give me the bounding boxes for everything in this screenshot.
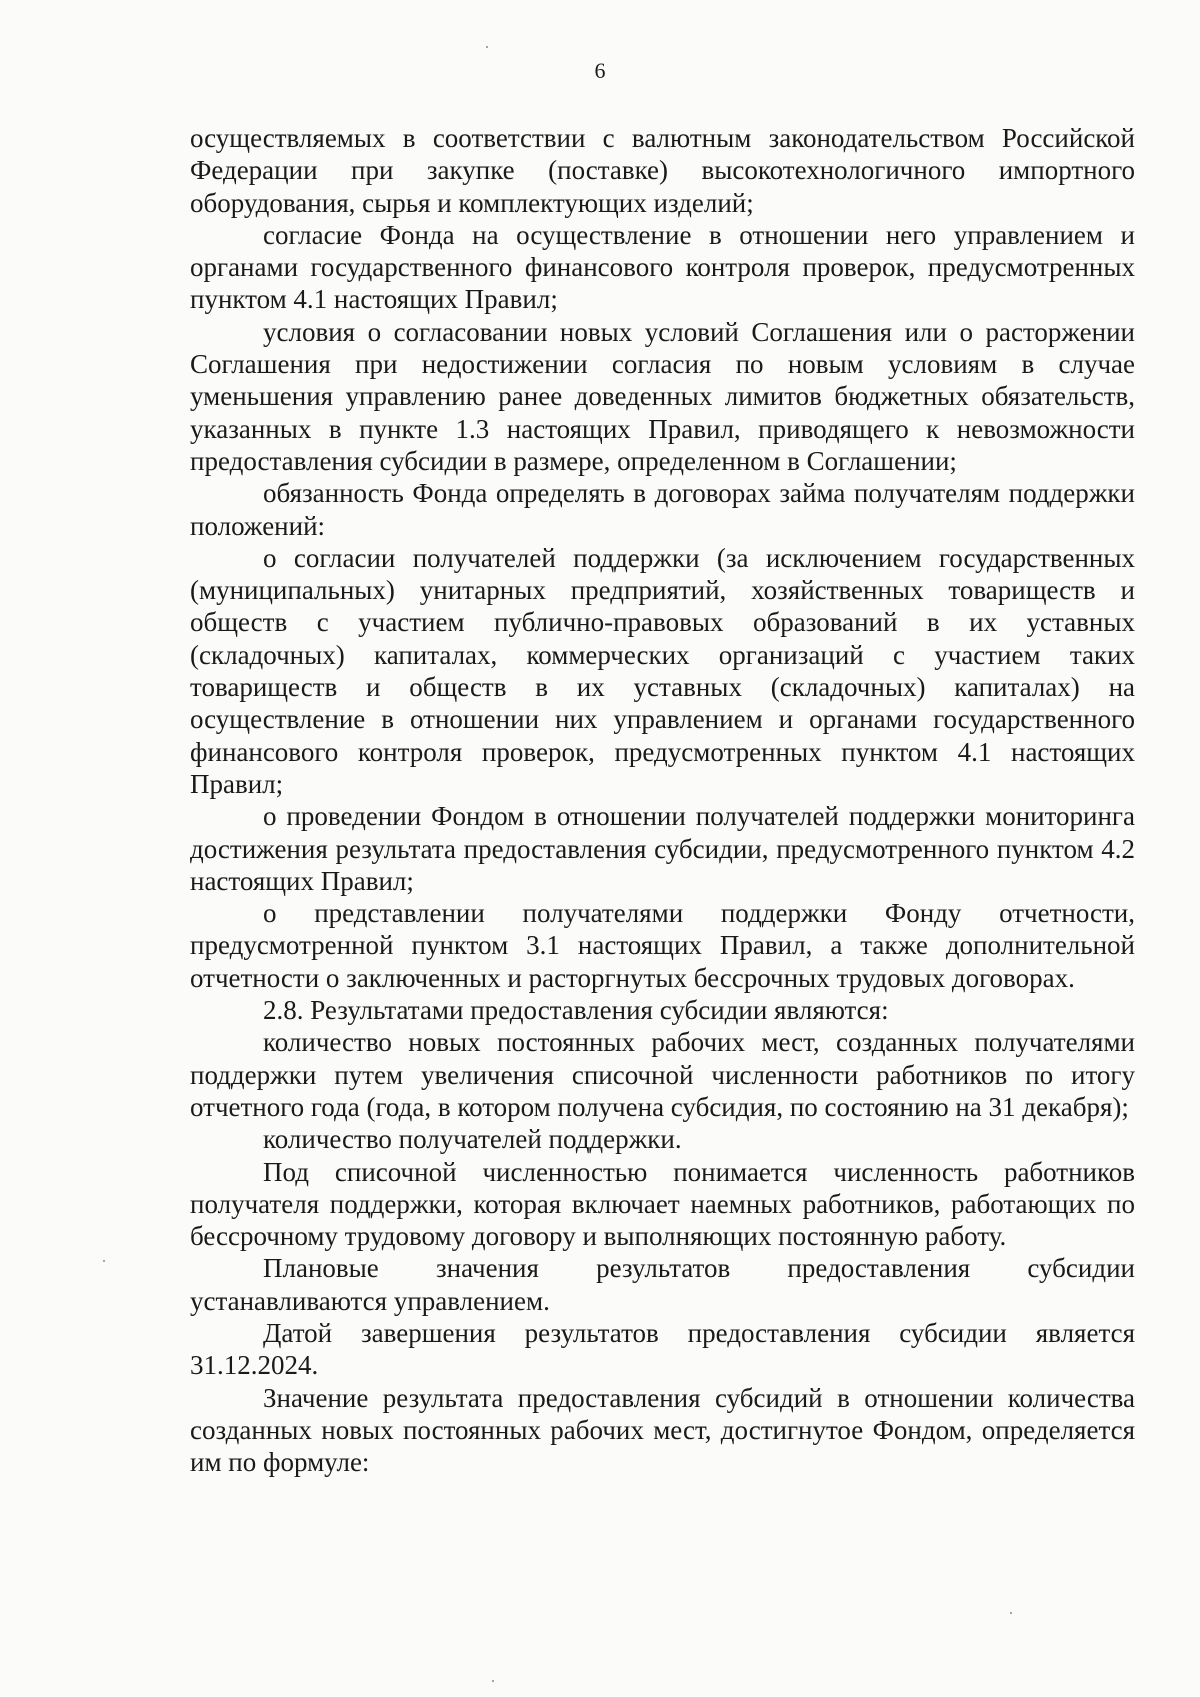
scan-speck — [103, 1260, 105, 1262]
scan-speck — [486, 46, 488, 48]
paragraph-reporting: о представлении получателями поддержки Фонду отчетности, предусмотренной пунктом 3.1 настоящих Правил, а также дополнительной отчетности о заключенных и расторгнутых бессрочных трудовых договорах. — [190, 898, 1135, 993]
scan-speck — [1010, 1612, 1012, 1614]
scan-speck — [492, 1680, 494, 1682]
paragraph-planned-values: Плановые значения результатов предоставления субсидии устанавливаются управлением. — [190, 1253, 1135, 1316]
paragraph-new-jobs: количество новых постоянных рабочих мест, созданных получателями поддержки путем увеличения списочной численности работников по итогу отчетного года (года, в котором получена субсидия, по состоянию на 31 декабря); — [190, 1027, 1135, 1122]
paragraph-headcount-definition: Под списочной численностью понимается численность работников получателя поддержки, которая включает наемных работников, работающих по бессрочному трудовому договору и выполняющих постоянную работу. — [190, 1156, 1135, 1252]
paragraph-section-2-8: 2.8. Результатами предоставления субсидии являются: — [263, 995, 889, 1026]
paragraph-monitoring: о проведении Фондом в отношении получателей поддержки мониторинга достижения результата предоставления субсидии, предусмотренного пунктом 4.2 настоящих Правил; — [190, 801, 1135, 896]
paragraph-recipients-consent: о согласии получателей поддержки (за исключением государственных (муниципальных) унитарных предприятий, хозяйственных товариществ и обществ с участием публично-правовых образований в их уставных (складочных) капиталах, коммерческих организаций с участием таких товариществ и обществ в их уставных (складочных) капиталах) на осуществление в отношении них управлением и органами государственного финансового контроля проверок, предусмотренных пунктом 4.1 настоящих Правил; — [190, 542, 1135, 799]
document-body — [190, 122, 1135, 1478]
paragraph-continuation: осуществляемых в соответствии с валютным законодательством Российской Федерации при закупке (поставке) высокотехнологичного импортного оборудования, сырья и комплектующих изделий; — [190, 123, 1135, 218]
paragraph-completion-date: Датой завершения результатов предоставления субсидии является 31.12.2024. — [190, 1317, 1135, 1381]
paragraph-agreement-terms: условия о согласовании новых условий Соглашения или о расторжении Соглашения при недостижении согласия по новым условиям в случае уменьшения управлению ранее доведенных лимитов бюджетных обязательств, указанных в пункте 1.3 настоящих Правил, приводящего к невозможности предоставления субсидии в размере, определенном в Соглашении; — [190, 316, 1135, 476]
paragraph-fund-consent: согласие Фонда на осуществление в отношении него управлением и органами государственного финансового контроля проверок, предусмотренных пунктом 4.1 настоящих Правил; — [190, 219, 1135, 315]
paragraph-recipients-count: количество получателей поддержки. — [263, 1124, 682, 1155]
paragraph-fund-obligation: обязанность Фонда определять в договорах займа получателям поддержки положений: — [190, 478, 1135, 541]
paragraph-formula-intro: Значение результата предоставления субсидий в отношении количества созданных новых постоянных рабочих мест, достигнутое Фондом, определяется им по формуле: — [190, 1382, 1135, 1478]
page-number: 6 — [594, 58, 606, 83]
